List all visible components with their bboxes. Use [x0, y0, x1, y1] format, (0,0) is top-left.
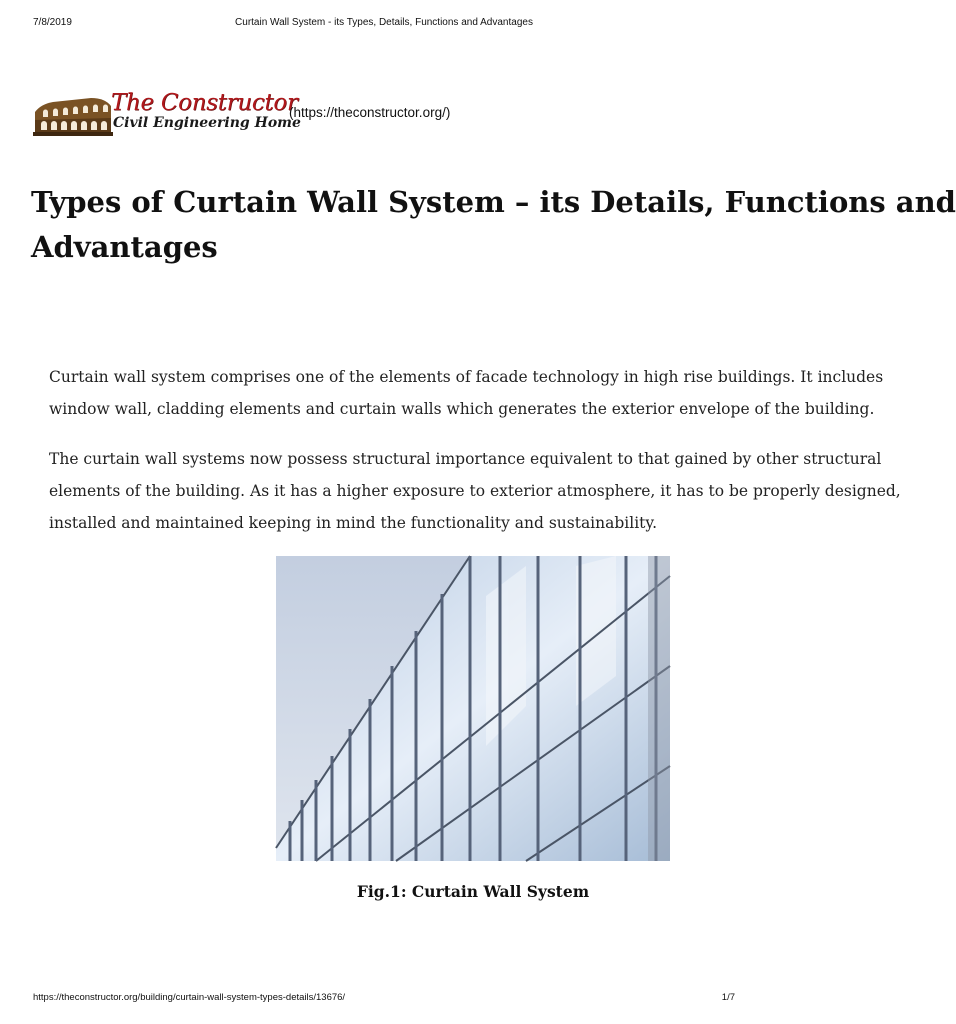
- paragraph-line: window wall, cladding elements and curtain walls which generates the exterior envelope of the building.: [49, 400, 875, 418]
- site-tagline: Civil Engineering Home: [113, 115, 301, 131]
- site-name[interactable]: The Constructor: [111, 90, 298, 116]
- article-paragraph: [49, 361, 884, 425]
- print-footer-url: https://theconstructor.org/building/curtain-wall-system-types-details/13676/: [33, 992, 346, 1003]
- paragraph-line: The curtain wall systems now possess structural importance equivalent to that gained by other structural: [49, 450, 882, 468]
- print-page-number: 1/7: [721, 992, 735, 1003]
- print-page-title: Curtain Wall System - its Types, Details, Functions and Advantages: [235, 17, 533, 28]
- site-logo-row: [31, 90, 731, 140]
- article-title-line: Advantages: [31, 230, 218, 264]
- site-logo-text[interactable]: [111, 91, 301, 131]
- curtain-wall-photo-icon: [276, 556, 670, 861]
- paragraph-line: Curtain wall system comprises one of the elements of facade technology in high rise buildings. It includes: [49, 368, 884, 386]
- site-url-link[interactable]: (https://theconstructor.org/): [289, 105, 451, 120]
- paragraph-line: elements of the building. As it has a higher exposure to exterior atmosphere, it has to be properly designed,: [49, 482, 901, 500]
- figure-caption: Fig.1: Curtain Wall System: [356, 882, 590, 901]
- paragraph-line: installed and maintained keeping in mind the functionality and sustainability.: [49, 514, 658, 532]
- colosseum-logo-icon[interactable]: [31, 90, 113, 138]
- article-title-line: Types of Curtain Wall System – its Details, Functions and: [31, 185, 956, 219]
- print-footer: [0, 992, 768, 1006]
- article-title: [31, 180, 956, 270]
- article-paragraph: [49, 443, 901, 539]
- print-header: [0, 17, 768, 31]
- print-date: 7/8/2019: [33, 17, 72, 28]
